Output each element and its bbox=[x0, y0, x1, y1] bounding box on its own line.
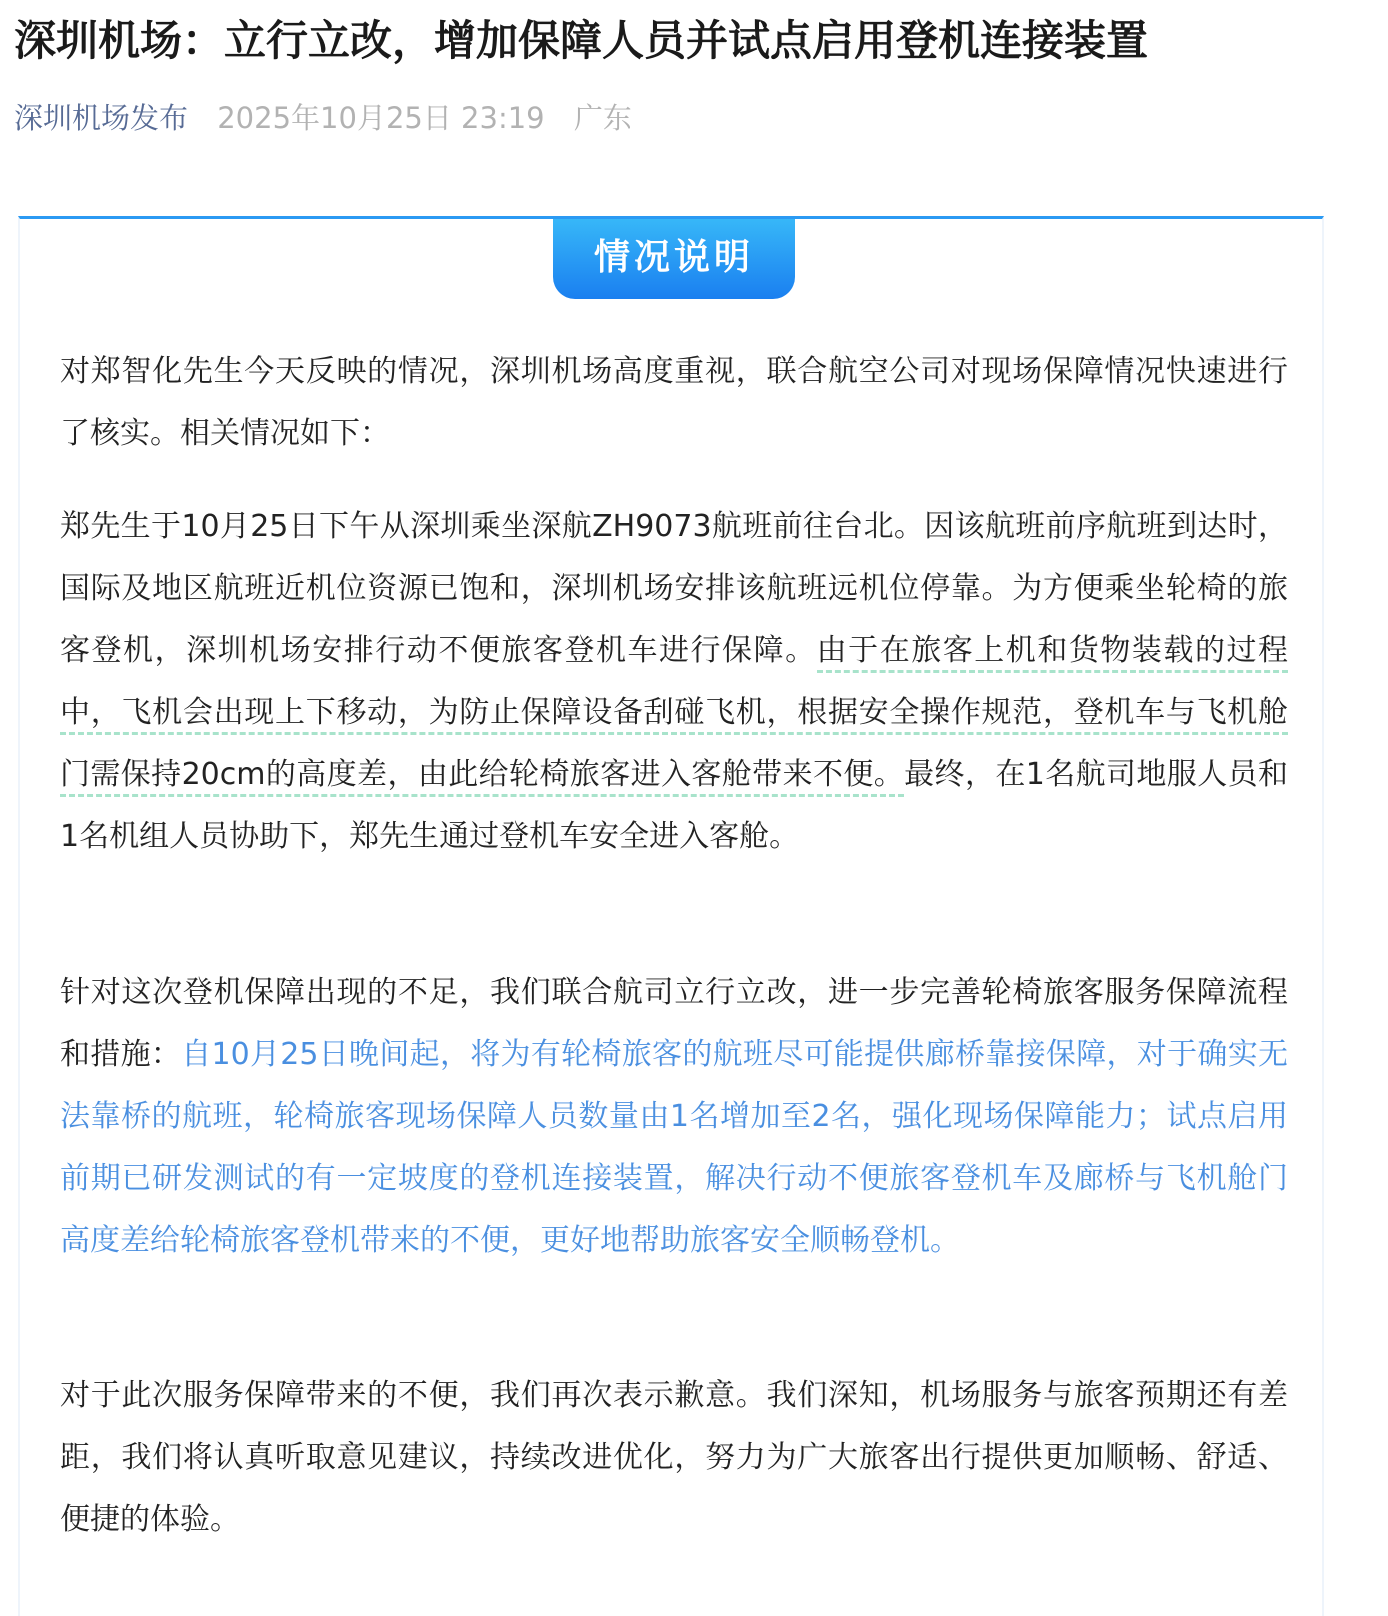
paragraph-apology: 对于此次服务保障带来的不便，我们再次表示歉意。我们深知，机场服务与旅客预期还有差距，我们将认真听取意见建议，持续改进优化，努力为广大旅客出行提供更加顺畅、舒适、便捷的体验。 bbox=[60, 1378, 1288, 1537]
publish-date: 2025年10月25日 23:19 bbox=[217, 101, 545, 135]
paragraph-incident bbox=[60, 496, 1288, 868]
paragraph-intro: 对郑智化先生今天反映的情况，深圳机场高度重视，联合航空公司对现场保障情况快速进行了核实。相关情况如下： bbox=[60, 354, 1288, 451]
paragraph-measures bbox=[60, 962, 1288, 1272]
article-meta bbox=[14, 96, 632, 140]
highlighted-measures-text: 自10月25日晚间起，将为有轮椅旅客的航班尽可能提供廊桥靠接保障，对于确实无法靠桥的航班，轮椅旅客现场保障人员数量由1名增加至2名，强化现场保障能力；试点启用前期已研发测试的有一定坡度的登机连接装置，解决行动不便旅客登机车及廊桥与飞机舱门高度差给轮椅旅客登机带来的不便，更好地帮助旅客安全顺畅登机。 bbox=[60, 1037, 1288, 1258]
incident-outcome-text: 最终，在1名航司地服人员和1名机组人员协助下，郑先生通过登机车安全进入客舱。 bbox=[60, 757, 1288, 854]
source-account-link[interactable]: 深圳机场发布 bbox=[14, 101, 189, 135]
underlined-safety-explanation: 由于在旅客上机和货物装载的过程中，飞机会出现上下移动，为防止保障设备刮碰飞机，根据安全操作规范，登机车与飞机舱门需保持20cm的高度差，由此给轮椅旅客进入客舱带来不便。 bbox=[60, 633, 1288, 797]
measures-intro-text: 针对这次登机保障出现的不足，我们联合航司立行立改，进一步完善轮椅旅客服务保障流程和措施： bbox=[60, 975, 1288, 1072]
statement-card bbox=[18, 216, 1324, 1616]
incident-text: 郑先生于10月25日下午从深圳乘坐深航ZH9073航班前往台北。因该航班前序航班到达时，国际及地区航班近机位资源已饱和，深圳机场安排该航班远机位停靠。为方便乘坐轮椅的旅客登机，深圳机场安排行动不便旅客登机车进行保障。 bbox=[60, 509, 1288, 668]
publish-region: 广东 bbox=[573, 101, 632, 135]
statement-badge: 情况说明 bbox=[553, 219, 795, 299]
article-title: 深圳机场：立行立改，增加保障人员并试点启用登机连接装置 bbox=[14, 16, 1149, 65]
